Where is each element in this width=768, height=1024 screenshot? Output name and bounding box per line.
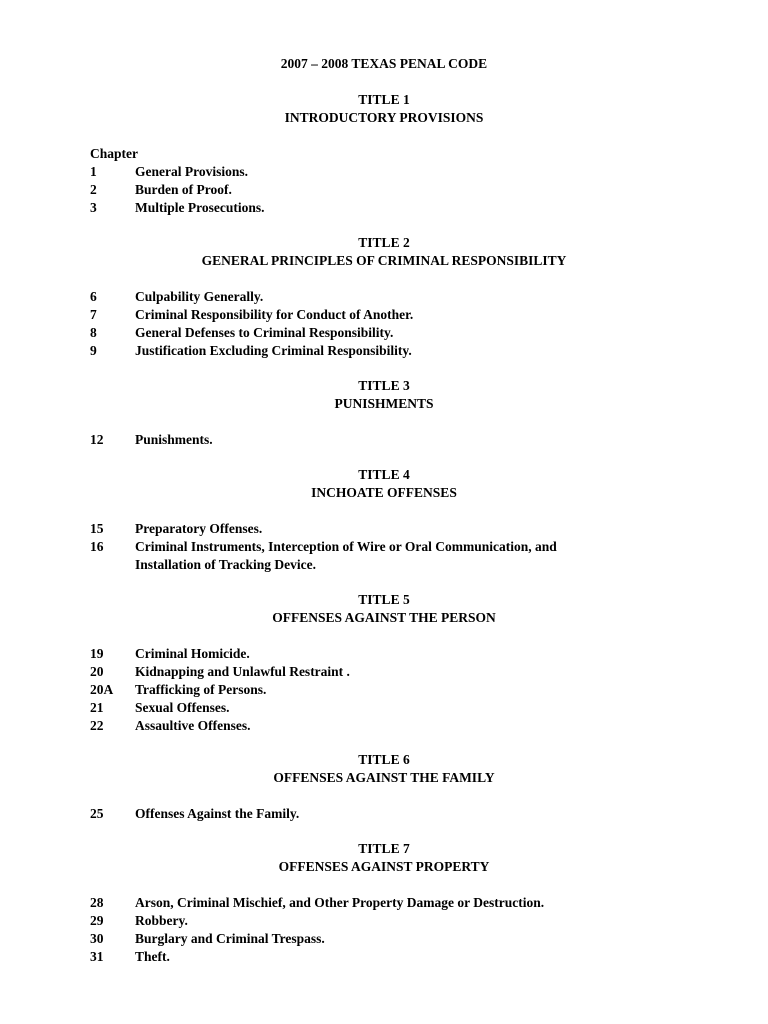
chapter-number: 1 (90, 164, 97, 179)
chapter-row (90, 663, 690, 681)
chapter-row (90, 538, 690, 574)
chapter-row (90, 681, 690, 699)
title-number: TITLE 3 (358, 378, 410, 393)
title-number: TITLE 1 (358, 92, 410, 107)
chapter-name: Sexual Offenses. (135, 700, 230, 715)
chapter-row (90, 306, 690, 324)
title-name: OFFENSES AGAINST THE PERSON (272, 610, 496, 625)
chapter-name: Preparatory Offenses. (135, 521, 263, 536)
chapter-row (90, 894, 690, 912)
title-heading (0, 751, 768, 787)
chapter-list (90, 520, 690, 574)
chapter-list (90, 645, 690, 735)
title-heading (0, 234, 768, 270)
chapter-number: 15 (90, 521, 104, 536)
chapter-row (90, 431, 690, 449)
chapter-number: 8 (90, 325, 97, 340)
title-name: INTRODUCTORY PROVISIONS (284, 110, 484, 125)
chapter-row (90, 181, 690, 199)
chapter-number: 22 (90, 718, 104, 733)
title-heading (0, 840, 768, 876)
chapter-number: 25 (90, 806, 104, 821)
document-title: 2007 – 2008 TEXAS PENAL CODE (280, 56, 488, 71)
chapter-name: Burglary and Criminal Trespass. (135, 931, 325, 946)
chapter-name: Criminal Instruments, Interception of Wire or Oral Communication, and Installation of Tracking Device. (135, 539, 557, 572)
chapter-number: 16 (90, 539, 104, 554)
chapter-row (90, 930, 690, 948)
chapter-row (90, 163, 690, 181)
chapter-name: Kidnapping and Unlawful Restraint . (135, 664, 350, 679)
title-heading (0, 377, 768, 413)
chapter-name: Justification Excluding Criminal Responsibility. (135, 343, 412, 358)
chapter-row (90, 324, 690, 342)
chapter-number: 2 (90, 182, 97, 197)
chapter-number: 29 (90, 913, 104, 928)
chapter-number: 12 (90, 432, 104, 447)
title-name: PUNISHMENTS (334, 396, 434, 411)
title-name: INCHOATE OFFENSES (311, 485, 457, 500)
chapter-number: 9 (90, 343, 97, 358)
title-heading (0, 591, 768, 627)
chapter-number: 21 (90, 700, 104, 715)
chapter-number: 20A (90, 682, 114, 697)
chapter-row (90, 805, 690, 823)
title-heading (0, 91, 768, 127)
chapter-row (90, 699, 690, 717)
chapter-name: Punishments. (135, 432, 213, 447)
chapter-name: Robbery. (135, 913, 188, 928)
chapter-name: Multiple Prosecutions. (135, 200, 265, 215)
chapter-row (90, 717, 690, 735)
chapter-name: Arson, Criminal Mischief, and Other Property Damage or Destruction. (135, 895, 545, 910)
chapter-row (90, 288, 690, 306)
chapter-list (90, 894, 690, 966)
chapter-row (90, 645, 690, 663)
chapter-number: 3 (90, 200, 97, 215)
chapter-name: Burden of Proof. (135, 182, 232, 197)
title-number: TITLE 5 (358, 592, 410, 607)
chapter-number: 28 (90, 895, 104, 910)
chapter-list (90, 145, 690, 217)
chapter-name: Criminal Homicide. (135, 646, 250, 661)
chapter-row (90, 948, 690, 966)
chapter-name: General Defenses to Criminal Responsibility. (135, 325, 394, 340)
chapter-name: Criminal Responsibility for Conduct of Another. (135, 307, 414, 322)
chapter-name: Theft. (135, 949, 170, 964)
chapter-row (90, 199, 690, 217)
chapter-name: Trafficking of Persons. (135, 682, 267, 697)
chapter-name: Offenses Against the Family. (135, 806, 300, 821)
title-number: TITLE 4 (358, 467, 410, 482)
chapter-name: Assaultive Offenses. (135, 718, 251, 733)
title-name: OFFENSES AGAINST PROPERTY (278, 859, 490, 874)
chapter-name: Culpability Generally. (135, 289, 264, 304)
chapter-column-header: Chapter (90, 146, 138, 161)
chapter-list (90, 288, 690, 360)
chapter-list (90, 805, 690, 823)
chapter-number: 19 (90, 646, 104, 661)
chapter-number: 30 (90, 931, 104, 946)
title-number: TITLE 7 (358, 841, 410, 856)
title-number: TITLE 2 (358, 235, 410, 250)
chapter-number: 31 (90, 949, 104, 964)
chapter-row (90, 342, 690, 360)
chapter-list (90, 431, 690, 449)
title-name: OFFENSES AGAINST THE FAMILY (273, 770, 495, 785)
chapter-number: 7 (90, 307, 97, 322)
chapter-number: 20 (90, 664, 104, 679)
title-heading (0, 466, 768, 502)
title-name: GENERAL PRINCIPLES OF CRIMINAL RESPONSIBILITY (201, 253, 567, 268)
title-number: TITLE 6 (358, 752, 410, 767)
chapter-number: 6 (90, 289, 97, 304)
chapter-row (90, 912, 690, 930)
chapter-row (90, 520, 690, 538)
chapter-name: General Provisions. (135, 164, 248, 179)
